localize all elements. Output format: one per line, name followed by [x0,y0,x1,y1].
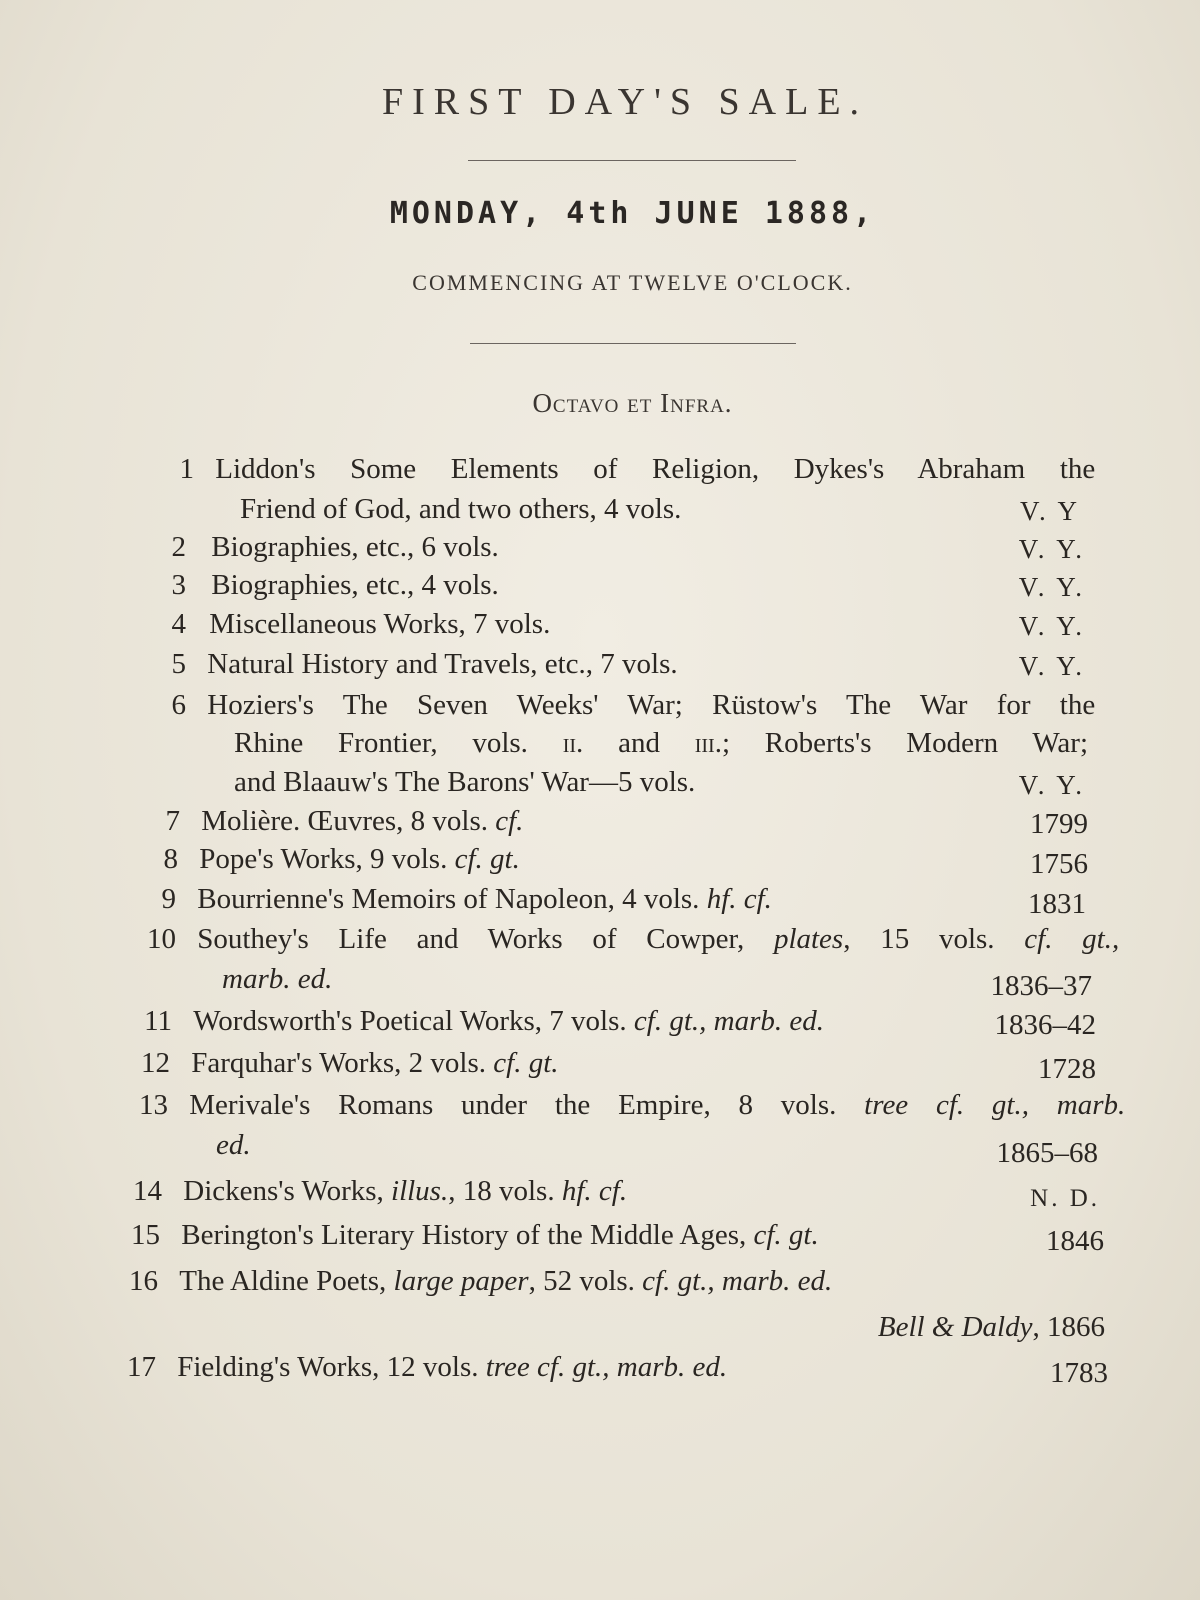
lot-description: Friend of God, and two others, 4 vols. [240,493,682,525]
lot-description: Dickens's Works, illus., 18 vols. hf. cf. [183,1175,628,1207]
lot-number: 11 [144,1005,172,1037]
lot-number: 12 [141,1047,170,1079]
lot-7 [160,802,523,840]
lot-13-continued [216,1126,251,1164]
lot-description: Farquhar's Works, 2 vols. [191,1047,487,1079]
lot-number: 7 [165,805,180,837]
lot-description: Molière. Œuvres, 8 vols. [201,805,488,837]
lot-17-date: 1783 [1050,1357,1108,1389]
lot-description: Biographies, etc., 6 vols. [211,531,499,563]
lot-number: 10 [147,923,176,955]
lot-description: Southey's Life and Works of Cowper, plates, 15 vols. cf. gt., [197,923,1120,955]
lot-description: Hoziers's The Seven Weeks' War; Rüstow's The War for the [207,689,1096,721]
lot-number: 16 [129,1265,158,1297]
lot-8-date: 1756 [1030,848,1088,880]
lot-description: Liddon's Some Elements of Religion, Dykes's Abraham the [215,453,1096,485]
lot-description: Berington's Literary History of the Middle Ages, [181,1219,747,1251]
lot-number: 13 [139,1089,168,1121]
sale-date: MONDAY, 4th JUNE 1888, [389,196,876,231]
lot-16 [122,1262,832,1300]
lot-number: 5 [171,648,186,680]
lot-description: Natural History and Travels, etc., 7 vols. [207,648,678,680]
lot-11 [136,1002,824,1040]
lot-13 [132,1086,1125,1124]
lot-8 [158,840,520,878]
lot-12 [134,1044,559,1082]
lot-description: Merivale's Romans under the Empire, 8 vols. tree cf. gt., marb. [189,1089,1126,1121]
lot-6-continued [234,763,695,801]
lot-description: and Blaauw's The Barons' War—5 vols. [234,766,696,798]
lot-15-date: 1846 [1046,1225,1104,1257]
binding: marb. ed. [222,963,333,995]
lot-6-date: V. Y. [1018,770,1085,800]
lot-10-continued [222,960,332,998]
binding: cf. [495,805,524,837]
lot-number: 3 [171,569,186,601]
lot-4-date: V. Y. [1018,611,1085,641]
lot-description: Wordsworth's Poetical Works, 7 vols. [193,1005,627,1037]
binding: cf. gt. [753,1219,819,1251]
lot-16-imprint: Bell & Daldy, 1866 [877,1311,1105,1343]
lot-17 [120,1348,727,1386]
binding: cf. gt. [493,1047,559,1079]
lot-number: 1 [179,453,194,485]
binding: tree cf. gt., marb. ed. [485,1351,728,1383]
lot-15 [124,1216,819,1254]
divider-rule [468,160,796,161]
divider-rule [470,343,796,344]
section-heading: Octavo et Infra. [532,388,733,418]
lot-description: Pope's Works, 9 vols. [199,843,448,875]
lot-number: 4 [171,608,186,640]
lot-1-date: V. Y [1019,496,1080,526]
lot-1 [170,450,1095,488]
lot-description: Rhine Frontier, vols. ii. and iii.; Roberts's Modern War; [234,727,1089,759]
lot-10-date: 1836–37 [990,970,1092,1002]
binding: ed. [216,1129,251,1161]
lot-2-date: V. Y. [1018,534,1085,564]
lot-6-continued [234,724,1088,762]
lot-number: 15 [131,1219,160,1251]
lot-16-date: 1866 [1047,1311,1105,1343]
lot-9 [156,880,772,918]
lot-description: Fielding's Works, 12 vols. [177,1351,479,1383]
lot-5 [160,645,678,683]
publisher: Bell & Daldy [877,1311,1033,1343]
lot-number: 6 [171,689,186,721]
binding: cf. gt. [454,843,520,875]
lot-11-date: 1836–42 [994,1009,1096,1041]
lot-7-date: 1799 [1030,808,1088,840]
lot-10 [140,920,1119,958]
commencing-time: COMMENCING AT TWELVE O'CLOCK. [412,270,853,295]
lot-number: 2 [171,531,186,563]
lot-description: Biographies, etc., 4 vols. [211,569,499,601]
binding: hf. cf. [706,883,772,915]
lot-description: Bourrienne's Memoirs of Napoleon, 4 vols. [197,883,700,915]
lot-3 [160,566,499,604]
lot-13-date: 1865–68 [996,1137,1098,1169]
lot-9-date: 1831 [1028,888,1086,920]
lot-6 [160,686,1095,724]
lot-2 [160,528,499,566]
lot-number: 8 [163,843,178,875]
lot-1-continued [240,490,681,528]
lot-number: 17 [127,1351,156,1383]
lot-5-date: V. Y. [1018,651,1085,681]
binding: cf. gt., marb. ed. [633,1005,824,1037]
lot-number: 9 [161,883,176,915]
lot-14 [126,1172,627,1210]
lot-description: Miscellaneous Works, 7 vols. [209,608,551,640]
lot-description: The Aldine Poets, large paper, 52 vols. cf. gt., marb. ed. [179,1265,833,1297]
lot-4 [160,605,550,643]
lot-3-date: V. Y. [1018,572,1085,602]
page-title: FIRST DAY'S SALE. [381,81,869,123]
lot-12-date: 1728 [1038,1053,1096,1085]
lot-number: 14 [133,1175,162,1207]
lot-14-date: N. D. [1030,1185,1100,1212]
